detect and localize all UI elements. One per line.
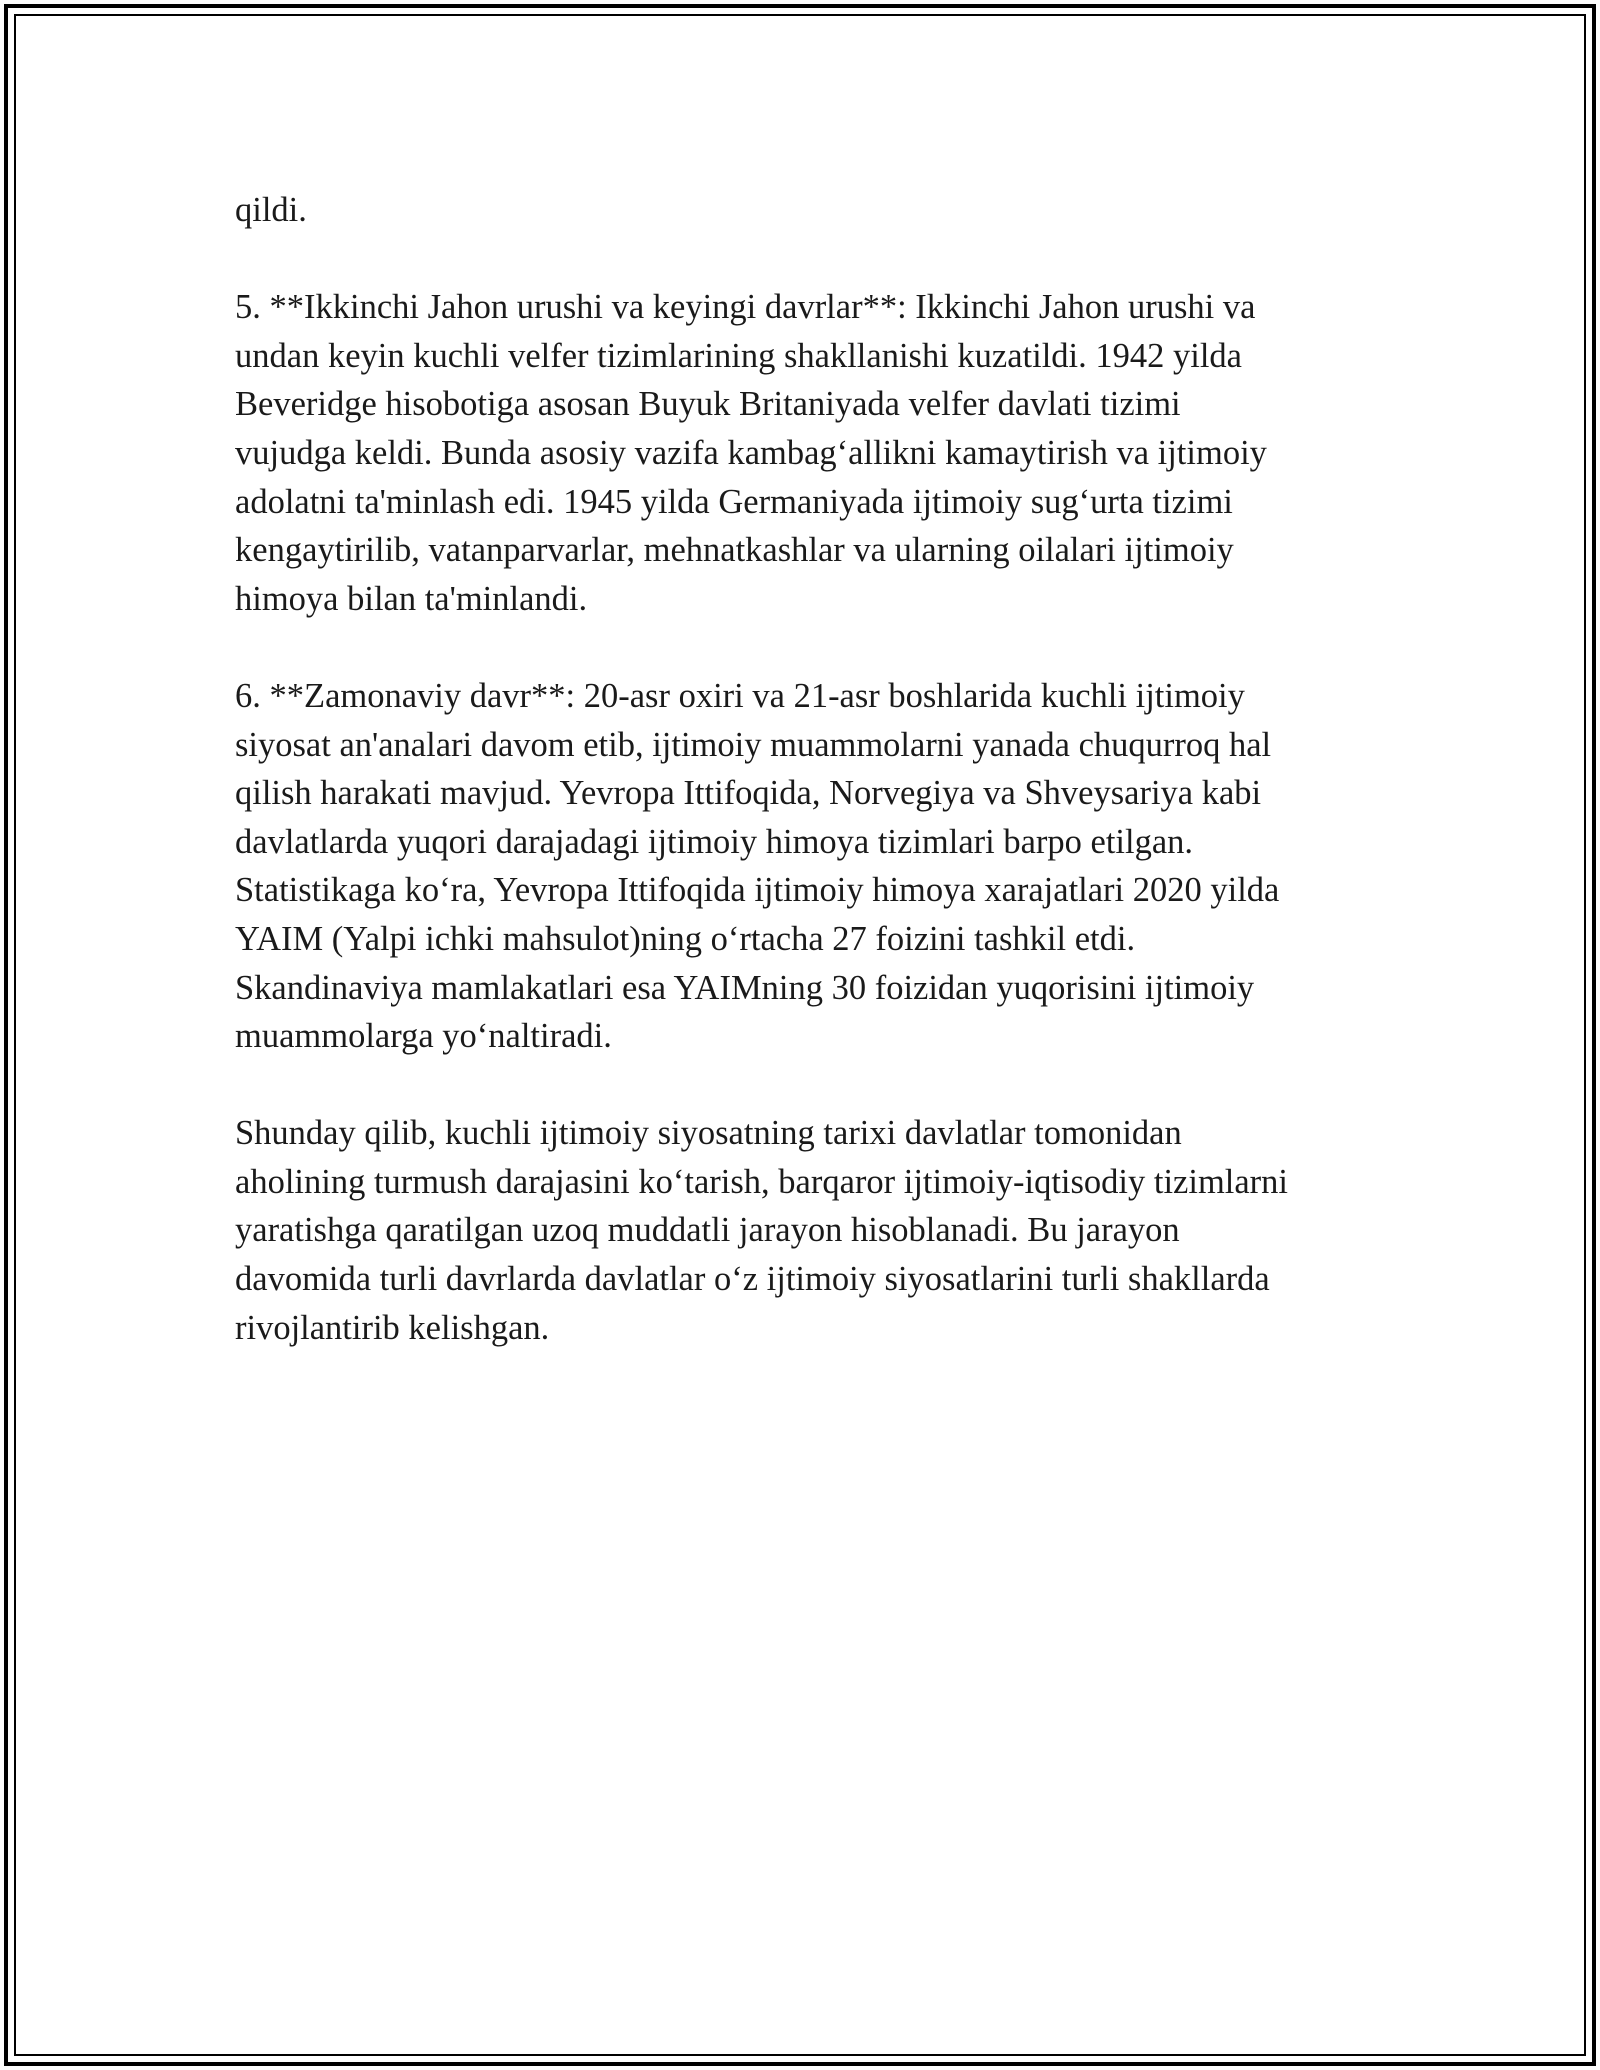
paragraph-gap <box>235 235 1375 284</box>
paragraph-continuation: qildi. <box>235 191 307 229</box>
paragraph-gap <box>235 623 1375 672</box>
paragraph-section-5: 5. **Ikkinchi Jahon urushi va keyingi davrlar**: Ikkinchi Jahon urushi va undan keyin kuchli velfer tizimlarining shakllanishi kuzatildi. 1942 yilda Beveridge hisobotiga asosan Buyuk Britaniyada velfer davlati tizimi vujudga keldi. Bunda asosiy vazifa kambag‘allikni kamaytirish va ijtimoiy adolatni ta'minlash edi. 1945 yilda Germaniyada ijtimoiy sug‘urta tizimi kengaytirilib, vatanparvarlar, mehnatkashlar va ularning oilalari ijtimoiy himoya bilan ta'minlandi. <box>235 288 1267 618</box>
paragraph-gap <box>235 1061 1375 1110</box>
paragraph-section-6: 6. **Zamonaviy davr**: 20-asr oxiri va 21-asr boshlarida kuchli ijtimoiy siyosat an'analari davom etib, ijtimoiy muammolarni yanada chuqurroq hal qilish harakati mavjud. Yevropa Ittifoqida, Norvegiya va Shveysariya kabi davlatlarda yuqori darajadagi ijtimoiy himoya tizimlari barpo etilgan. Statistikaga ko‘ra, Yevropa Ittifoqida ijtimoiy himoya xarajatlari 2020 yilda YAIM (Yalpi ichki mahsulot)ning o‘rtacha 27 foizini tashkil etdi. Skandinaviya mamlakatlari esa YAIMning 30 foizidan yuqorisini ijtimoiy muammolarga yo‘naltiradi. <box>235 676 1280 1056</box>
paragraph-conclusion: Shunday qilib, kuchli ijtimoiy siyosatning tarixi davlatlar tomonidan aholining turmush darajasini ko‘tarish, barqaror ijtimoiy-iqtisodiy tizimlarni yaratishga qaratilgan uzoq muddatli jarayon hisoblanadi. Bu jarayon davomida turli davrlarda davlatlar o‘z ijtimoiy siyosatlarini turli shakllarda rivojlantirib kelishgan. <box>235 1114 1289 1347</box>
document-body <box>235 186 1375 1352</box>
